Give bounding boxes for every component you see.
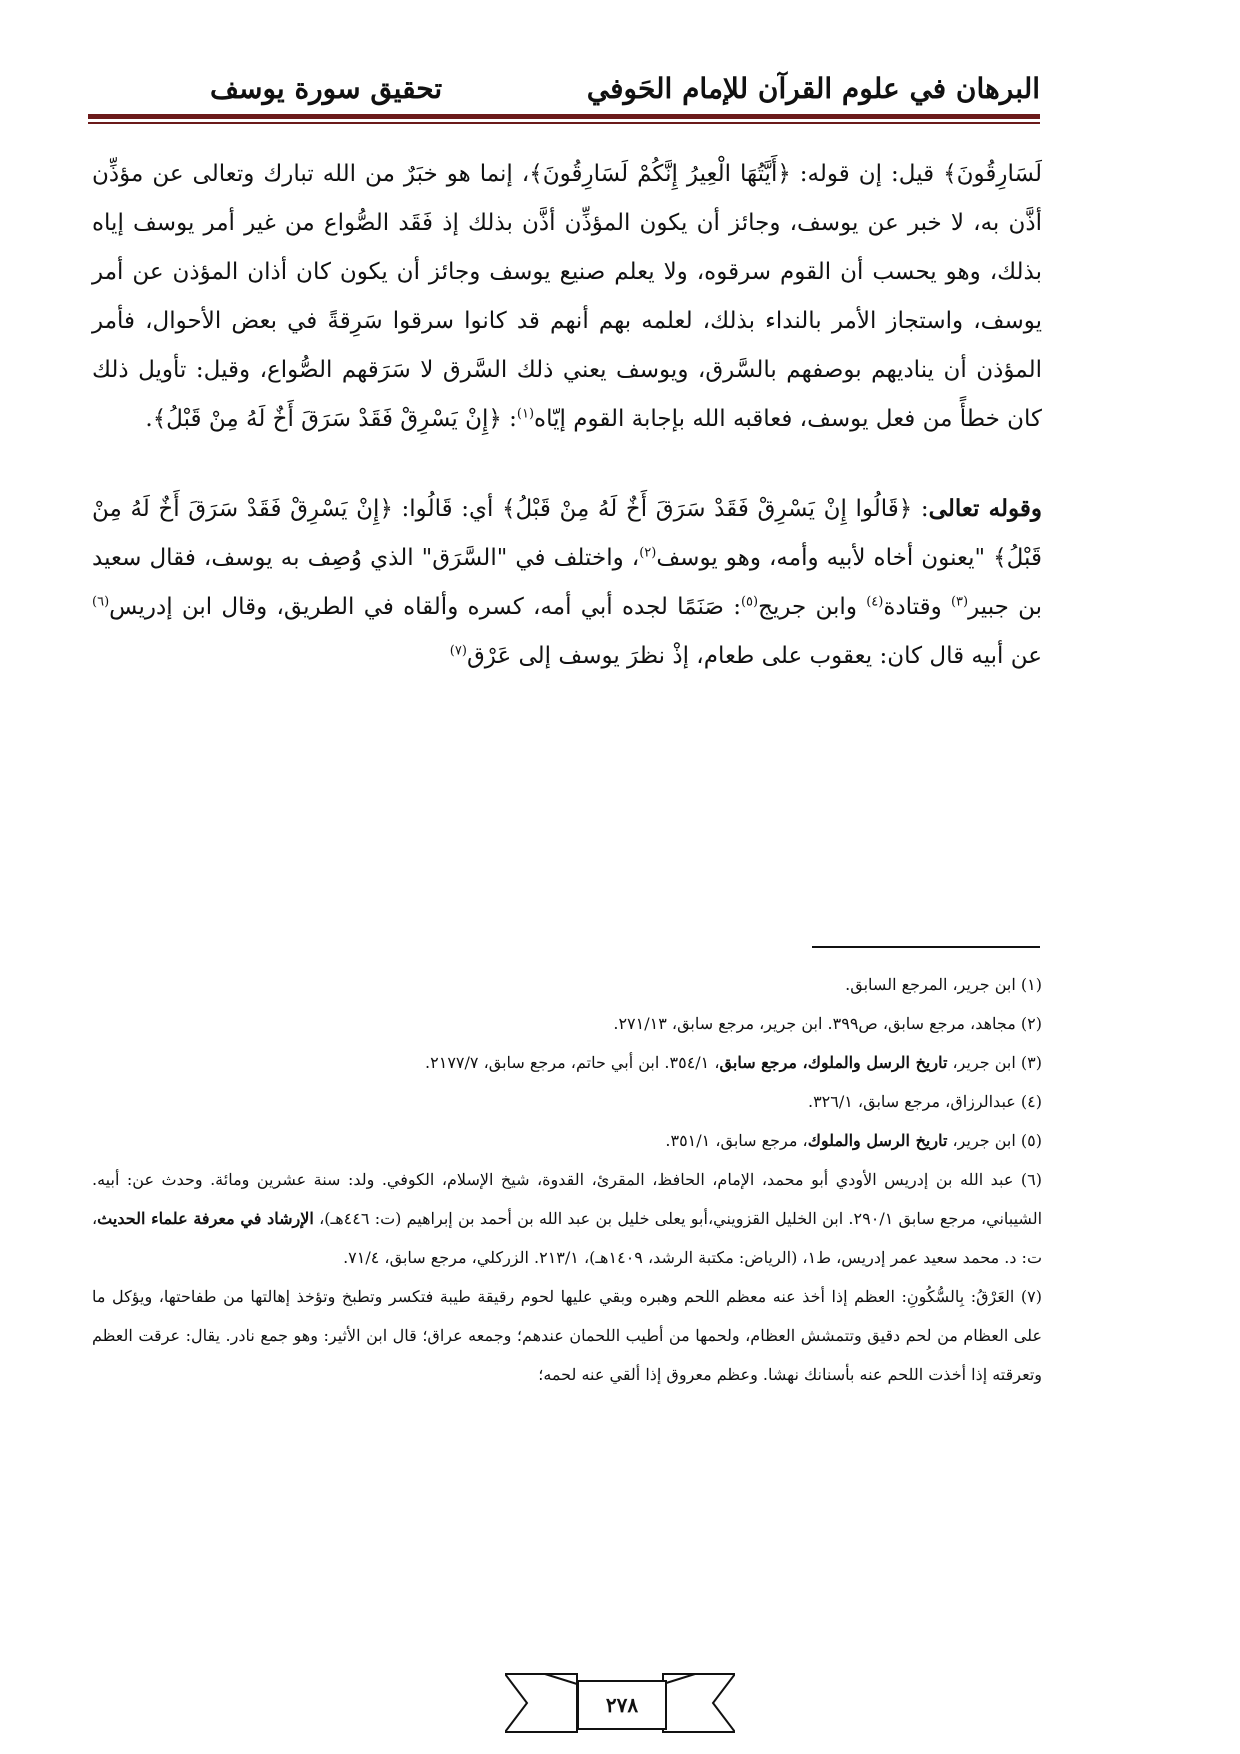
page-number-ribbon [505, 1670, 735, 1740]
footnote-7: (٧) العَرْقُ: بِالسُّكُونِ: العظم إذا أخذ عنه معظم اللحم وهبره وبقي عليها لحوم رقيقة طيبة فتكسر وتطبخ وتؤخذ إهالتها من طفاحتها، ويؤكل ما على العظام من لحم دقيق وتتمشش العظام، ولحمها من أطيب اللحمان عندهم؛ وجمعه عراق؛ قال ابن الأثير: وهو جمع نادر. يقال: عرقت العظم وتعرقته إذا أخذت اللحم عنه بأسنانك نهشا. وعظم معروق إذا ألقي عنه لحمه؛ [92, 1287, 1042, 1384]
footnote-ref: (٢) [639, 545, 657, 561]
footnote-ref: (٧) [449, 643, 467, 659]
footnote-6: (٦) عبد الله بن إدريس الأودي أبو محمد، الإمام، الحافظ، المقرئ، القدوة، شيخ الإسلام، الكوفي. ولد: سنة عشرين ومائة. وحدث عن: أبيه. الشيباني، مرجع سابق ٢٩٠/١. ابن الخليل القزويني،أبو يعلى خليل بن عبد الله بن أحمد بن إبراهيم (ت: ٤٤٦هـ)، الإرشاد في معرفة علماء الحديث، ت: د. محمد سعيد عمر إدريس، ط١، (الرياض: مكتبة الرشد، ١٤٠٩هـ)، ٢١٣/١. الزركلي، مرجع سابق، ٧١/٤. [92, 1170, 1043, 1267]
footnote-3: (٣) ابن جرير، تاريخ الرسل والملوك، مرجع سابق، ٣٥٤/١. ابن أبي حاتم، مرجع سابق، ٢١٧٧/٧. [425, 1053, 1042, 1072]
footnote-1: (١) ابن جرير، المرجع السابق. [845, 975, 1042, 994]
book-title: البرهان في علوم القرآن للإمام الحَوفي [586, 72, 1040, 105]
paragraph-2: وقوله تعالى: ﴿قَالُوا إِنْ يَسْرِقْ فَقَدْ سَرَقَ أَخٌ لَهُ مِنْ قَبْلُ﴾ أي: قَالُوا: ﴿إِنْ يَسْرِقْ فَقَدْ سَرَقَ أَخٌ لَهُ مِنْ قَبْلُ﴾ "يعنون أخاه لأبيه وأمه، وهو يوسف$^{(٢)}$، واختلف في "السَّرَق" الذي وُصِف به يوسف، فقال سعيد بن جبير$^{(٣)}$ وقتادة$^{(٤)}$ وابن جريج$^{(٥)}$: صَنَمًا لجده أبي أمه، كسره وألقاه في الطريق، وقال ابن إدريس$^{(٦)}$ عن أبيه قال كان: يعقوب على طعام، إذْ نظرَ يوسف إلى عَرْق$^{(٧)}$ [92, 495, 1043, 669]
main-text [92, 150, 1042, 681]
footnote-ref: (٥) [740, 594, 759, 610]
footnote-ref: (٣) [950, 594, 969, 610]
section-title: تحقيق سورة يوسف [210, 72, 443, 105]
footnote-separator [812, 946, 1040, 948]
page-number: ٢٧٨ [577, 1680, 667, 1730]
footnote-ref: (١) [516, 406, 535, 422]
footnote-2: (٢) مجاهد، مرجع سابق، ص٣٩٩. ابن جرير، مرجع سابق، ٢٧١/١٣. [613, 1014, 1042, 1033]
header-rule-thick [88, 114, 1040, 119]
paragraph-lead: وقوله تعالى [928, 495, 1043, 522]
footnotes [92, 965, 1042, 1394]
footnote-5: (٥) ابن جرير، تاريخ الرسل والملوك، مرجع سابق، ٣٥١/١. [665, 1131, 1042, 1150]
footnote-4: (٤) عبدالرزاق، مرجع سابق، ٣٢٦/١. [807, 1092, 1042, 1111]
page-header [210, 72, 1040, 112]
footnote-ref: (٦) [92, 594, 110, 610]
paragraph-1: لَسَارِقُونَ﴾ قيل: إن قوله: ﴿أَيَّتُهَا الْعِيرُ إِنَّكُمْ لَسَارِقُونَ﴾، إنما هو خبَرٌ من الله تبارك وتعالى عن مؤذِّن أذَّن به، لا خبر عن يوسف، وجائز أن يكون المؤذِّن أذَّن بذلك إذ فَقَد الصُّواع من غير أمر يوسف إياه بذلك، وهو يحسب أن القوم سرقوه، ولا يعلم صنيع يوسف وجائز أن يكون كان أذان المؤذن عن أمر يوسف، واستجاز الأمر بالنداء بذلك، لعلمه بهم أنهم قد كانوا سرقوا سَرِقةً في بعض الأحوال، فأمر المؤذن أن يناديهم بوصفهم بالسَّرق، ويوسف يعني ذلك السَّرق لا سَرَقهم الصُّواع، وقيل: تأويل ذلك كان خطأً من فعل يوسف، فعاقبه الله بإجابة القوم إيّاه$^{(١)}$: ﴿إِنْ يَسْرِقْ فَقَدْ سَرَقَ أَخٌ لَهُ مِنْ قَبْلُ﴾. [92, 161, 1042, 432]
header-rule-thin [88, 122, 1040, 124]
footnote-ref: (٤) [866, 594, 884, 610]
